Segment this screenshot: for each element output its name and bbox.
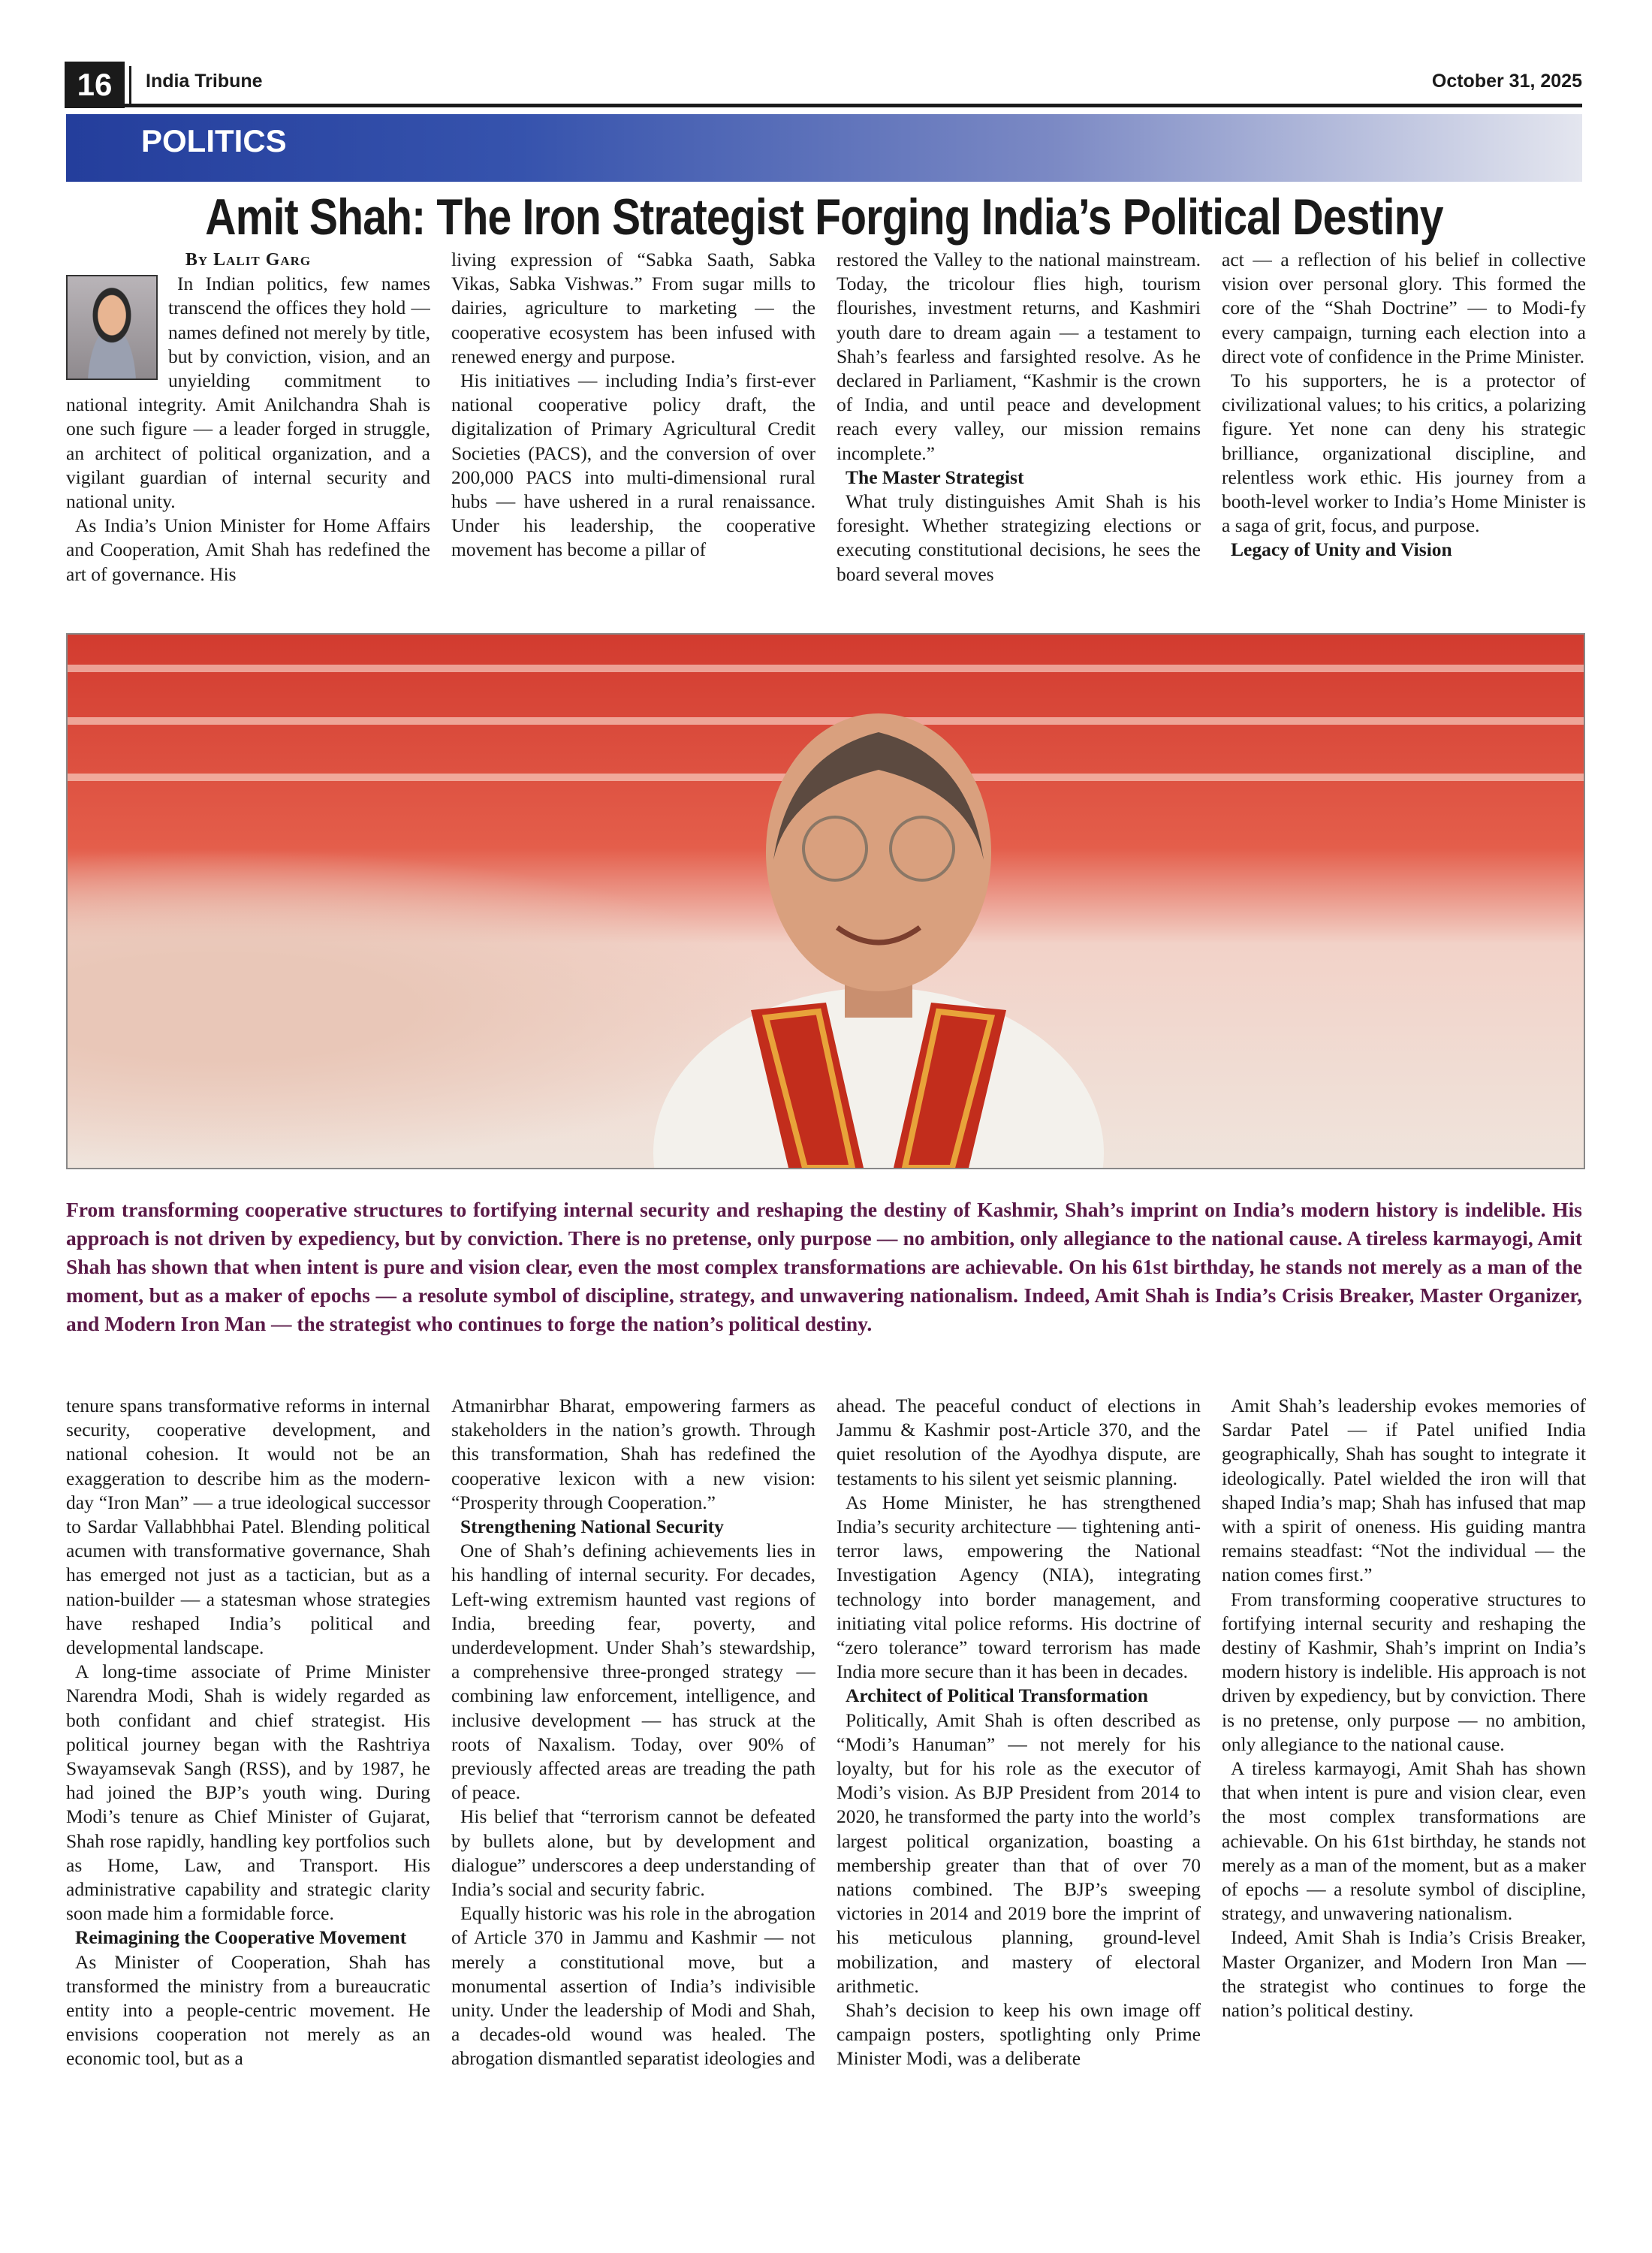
- section-label: POLITICS: [141, 123, 287, 158]
- top-column-4: [1222, 248, 1586, 614]
- paragraph: Atmanirbhar Bharat, empowering farmers as stakeholders in the nation’s growth. Through this transformation, Shah has redefined the cooperative lexicon with a new vision: “Prosperity through Cooperation.”: [451, 1395, 815, 1513]
- header-rule: [65, 104, 1582, 107]
- paragraph: Indeed, Amit Shah is India’s Crisis Breaker, Master Organizer, and Modern Iron Man — the strategist who continues to forge the nation’s political destiny.: [1222, 1926, 1586, 2022]
- paragraph: A long-time associate of Prime Minister Narendra Modi, Shah is widely regarded as both confidant and chief strategist. His political journey began with the Rashtriya Swayamsevak Sangh (RSS), and by 1987, he had joined the BJP’s youth wing. During Modi’s tenure as Chief Minister of Gujarat, Shah rose rapidly, handling key portfolios such as Home, Law, and Transport. His administrative capability and strategic clarity soon made him a formidable force.: [66, 1660, 430, 1925]
- subhead-security: Strengthening National Security: [460, 1516, 724, 1538]
- publication-name: India Tribune: [146, 71, 263, 92]
- bottom-column-1: [66, 1394, 430, 2227]
- top-column-2: [451, 248, 815, 614]
- subhead-legacy: Legacy of Unity and Vision: [1231, 538, 1452, 561]
- paragraph: ahead. The peaceful conduct of elections in Jammu & Kashmir post-Article 370, and the quiet resolution of the Ayodhya dispute, are testaments to his silent yet seismic planning.: [837, 1395, 1201, 1489]
- paragraph: In Indian politics, few names transcend the offices they hold — names defined not merely by title, but by conviction, vision, and an unyielding commitment to national integrity. Amit Anilchandra Shah is one such figure — a leader forged in struggle, an architect of political organization, and a vigilant guardian of internal security and national unity.: [66, 273, 430, 513]
- hero-photo: [66, 633, 1585, 1169]
- pull-quote: From transforming cooperative structures to fortifying internal security and reshaping the destiny of Kashmir, Shah’s imprint on India’s modern history is indelible. His approach is not driven by expediency, but by conviction. There is no pretense, only purpose — no ambition, only allegiance to the national cause. A tireless karmayogi, Amit Shah has shown that when intent is pure and vision clear, even the most complex transformations are achievable. On his 61st birthday, he stands not merely as a man of the moment, but as a maker of epochs — a resolute symbol of discipline, strategy, and unwavering nationalism. Indeed, Amit Shah is India’s Crisis Breaker, Master Organizer, and Modern Iron Man — the strategist who continues to forge the nation’s political destiny.: [66, 1198, 1582, 1335]
- paragraph: Amit Shah’s leadership evokes memories of Sardar Patel — if Patel unified India geographically, Shah has sought to integrate it ideologically. Patel wielded the iron will that shaped India’s map; Shah has infused that map with a spirit of oneness. His guiding mantra remains steadfast: “Not the individual — the nation comes first.”: [1222, 1395, 1586, 1586]
- paragraph: As Minister of Cooperation, Shah has transformed the ministry from a bureaucratic entity into a people-centric movement. He envisions cooperation not merely as an economic tool, but as a: [66, 1950, 430, 2070]
- paragraph: Politically, Amit Shah is often described as “Modi’s Hanuman” — not merely for his loyalty, but for his role as the executor of Modi’s vision. As BJP President from 2014 to 2020, he transformed the party into the world’s largest political organization, boasting a membership greater than that of over 70 nations combined. The BJP’s sweeping victories in 2014 and 2019 bore the imprint of his meticulous planning, ground-level mobilization, and mastery of electoral arithmetic.: [837, 1709, 1201, 1997]
- author-photo: [66, 275, 158, 380]
- top-column-1: [66, 248, 430, 614]
- paragraph: From transforming cooperative structures to fortifying internal security and reshaping the destiny of Kashmir, Shah’s imprint on India’s modern history is indelible. His approach is not driven by expediency, but by conviction. There is no pretense, only purpose — no ambition, only allegiance to the national cause.: [1222, 1588, 1586, 1755]
- paragraph: His belief that “terrorism cannot be defeated by bullets alone, but by development and dialogue” underscores a deep understanding of India’s social and security fabric.: [451, 1805, 815, 1901]
- subhead-master-strategist: The Master Strategist: [846, 466, 1024, 488]
- bottom-column-3: [837, 1394, 1201, 2227]
- paragraph: What truly distinguishes Amit Shah is his foresight. Whether strategizing elections or executing constitutional decisions, he sees the board several moves: [837, 490, 1201, 585]
- subhead-cooperative: Reimagining the Cooperative Movement: [75, 1926, 407, 1949]
- byline: By Lalit Garg: [185, 250, 312, 270]
- headline: Amit Shah: The Iron Strategist Forging India’s Political Destiny: [205, 189, 1443, 246]
- paragraph: As India’s Union Minister for Home Affairs and Cooperation, Amit Shah has redefined the art of governance. His: [66, 514, 430, 585]
- portrait-figure: [638, 687, 1119, 1168]
- paragraph: living expression of “Sabka Saath, Sabka Vikas, Sabka Vishwas.” From sugar mills to dairies, agriculture to marketing — the cooperative ecosystem has been infused with renewed energy and purpose.: [451, 249, 815, 367]
- paragraph: act — a reflection of his belief in collective vision over personal glory. This formed the core of the “Shah Doctrine” — to Modi-fy every campaign, turning each election into a direct vote of confidence in the Prime Minister.: [1222, 249, 1586, 367]
- issue-date: October 31, 2025: [1431, 71, 1582, 92]
- header-separator: [129, 66, 131, 104]
- section-banner: [66, 114, 1582, 182]
- paragraph: restored the Valley to the national mainstream. Today, the tricolour flies high, tourism flourishes, investment returns, and Kashmiri youth dare to dream again — a testament to Shah’s fearless and farsighted resolve. As he declared in Parliament, “Kashmir is the crown of India, and until peace and development reach every valley, our mission remains incomplete.”: [837, 249, 1201, 464]
- paragraph: A tireless karmayogi, Amit Shah has shown that when intent is pure and vision clear, even the most complex transformations are achievable. On his 61st birthday, he stands not merely as a man of the moment, but as a maker of epochs — a resolute symbol of discipline, strategy, and unwavering nationalism.: [1222, 1757, 1586, 1925]
- paragraph: As Home Minister, he has strengthened India’s security architecture — tightening anti-terror laws, empowering the National Investigation Agency (NIA), integrating technology into border management, and initiating vital police reforms. His doctrine of “zero tolerance” toward terrorism has made India more secure than it has been in decades.: [837, 1491, 1201, 1683]
- paragraph: tenure spans transformative reforms in internal security, cooperative development, and national cohesion. It would not be an exaggeration to describe him as the modern-day “Iron Man” — a true ideological successor to Sardar Vallabhbhai Patel. Blending political acumen with transformative governance, Shah has emerged not just as a tactician, but as a nation-builder — a statesman whose strategies have reshaped India’s political and developmental landscape.: [66, 1395, 430, 1659]
- paragraph: Equally historic was his role in the abrogation of Article 370 in Jammu and Kashmir — not merely a constitutional move, but a monumental assertion of India’s indivisible unity. Under the leadership of Modi and Shah, a decades-old wound was healed. The abrogation dismantled separatist ideologies and: [451, 1902, 815, 2070]
- paragraph: His initiatives — including India’s first-ever national cooperative policy draft, the digitalization of Primary Agricultural Credit Societies (PACS), and the conversion of over 200,000 PACS into multi-dimensional rural hubs — have ushered in a rural renaissance. Under his leadership, the cooperative movement has become a pillar of: [451, 369, 815, 561]
- bottom-column-4: [1222, 1394, 1586, 2227]
- bottom-column-2: [451, 1394, 815, 2227]
- paragraph: To his supporters, he is a protector of civilizational values; to his critics, a polarizing figure. Yet none can deny his strategic brilliance, organizational discipline, and relentless work ethic. His journey from a booth-level worker to India’s Home Minister is a saga of grit, focus, and purpose.: [1222, 369, 1586, 537]
- paragraph: One of Shah’s defining achievements lies in his handling of internal security. For decades, Left-wing extremism haunted vast regions of India, breeding fear, poverty, and underdevelopment. Under Shah’s stewardship, a comprehensive three-pronged strategy — combining law enforcement, intelligence, and inclusive development — has struck at the roots of Naxalism. Today, over 90% of previously affected areas are treading the path of peace.: [451, 1540, 815, 1804]
- background-stripe: [68, 665, 1584, 672]
- paragraph: Shah’s decision to keep his own image off campaign posters, spotlighting only Prime Minister Modi, was a deliberate: [837, 1999, 1201, 2070]
- page-number: 16: [65, 62, 125, 108]
- top-column-3: [837, 248, 1201, 614]
- subhead-political: Architect of Political Transformation: [846, 1684, 1148, 1707]
